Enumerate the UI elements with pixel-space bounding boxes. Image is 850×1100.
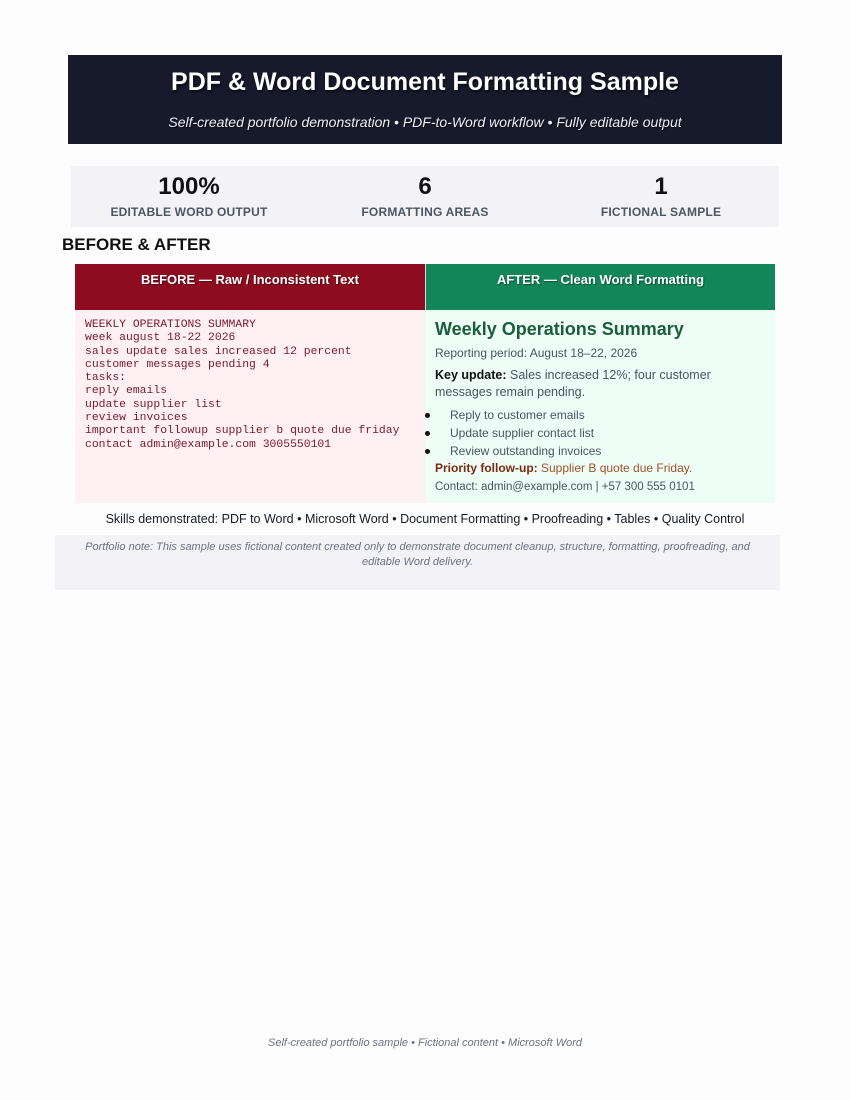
document-subtitle: Self-created portfolio demonstration • PDF-to-Word workflow • Fully editable output: [168, 114, 682, 130]
stat-formatting-areas: [307, 172, 543, 219]
stat-label: FICTIONAL SAMPLE: [600, 205, 722, 219]
title-banner: [68, 55, 782, 144]
bullet-icon: [425, 449, 430, 454]
list-item: [425, 424, 601, 442]
raw-line: contact admin@example.com 3005550101: [85, 438, 332, 451]
stat-fictional-sample: [543, 172, 779, 219]
task-text: Update supplier contact list: [450, 426, 595, 440]
task-text: Review outstanding invoices: [450, 444, 602, 458]
after-column-header: AFTER — Clean Word Formatting: [425, 264, 775, 310]
key-update-text: Sales increased 12%; four customer messages remain pending.: [435, 368, 711, 399]
before-panel: [75, 310, 425, 503]
bullet-icon: [425, 413, 430, 418]
section-heading: BEFORE & AFTER: [62, 235, 211, 254]
list-item: [425, 442, 601, 460]
key-update-label: Key update:: [435, 368, 507, 382]
raw-line: update supplier list: [85, 398, 222, 411]
stat-editable-output: [71, 172, 307, 219]
page-footer: Self-created portfolio sample • Fictional content • Microsoft Word: [268, 1037, 582, 1049]
portfolio-note-box: [55, 535, 780, 590]
contact-line: Contact: admin@example.com | +57 300 555 0101: [435, 481, 695, 493]
stat-value: 100%: [158, 173, 220, 200]
raw-line: reply emails: [85, 385, 168, 398]
raw-line: WEEKLY OPERATIONS SUMMARY: [85, 319, 256, 331]
raw-line: week august 18-22 2026: [85, 332, 236, 345]
task-list: [425, 406, 601, 460]
priority-text: Supplier B quote due Friday.: [537, 461, 693, 475]
task-text: Reply to customer emails: [450, 408, 585, 422]
stat-value: 6: [418, 173, 432, 200]
stats-bar: [71, 166, 779, 227]
stat-label: FORMATTING AREAS: [361, 205, 489, 219]
skills-line: Skills demonstrated: PDF to Word • Microsoft Word • Document Formatting • Proofreading • Tables • Quality Control: [105, 512, 745, 526]
stat-value: 1: [654, 173, 668, 200]
priority-followup: [435, 461, 692, 475]
key-update: [435, 367, 755, 401]
portfolio-note: Portfolio note: This sample uses fictional content created only to demonstrate document cleanup, structure, formatting, proofreading, and editable Word delivery.: [85, 541, 750, 568]
raw-text-block: [85, 319, 399, 452]
raw-line: review invoices: [85, 412, 188, 425]
stat-label: EDITABLE WORD OUTPUT: [110, 205, 268, 219]
document-title: PDF & Word Document Formatting Sample: [171, 68, 679, 96]
bullet-icon: [425, 431, 430, 436]
raw-line: customer messages pending 4: [85, 358, 270, 371]
reporting-period: Reporting period: August 18–22, 2026: [435, 346, 638, 360]
before-column-header: BEFORE — Raw / Inconsistent Text: [75, 264, 425, 310]
raw-line: important followup supplier b quote due friday: [85, 425, 400, 438]
raw-line: tasks:: [85, 372, 127, 385]
priority-label: Priority follow-up:: [435, 461, 538, 475]
after-panel: [425, 310, 775, 503]
raw-line: sales update sales increased 12 percent: [85, 345, 352, 358]
list-item: [425, 406, 601, 424]
after-title: Weekly Operations Summary: [435, 319, 684, 339]
